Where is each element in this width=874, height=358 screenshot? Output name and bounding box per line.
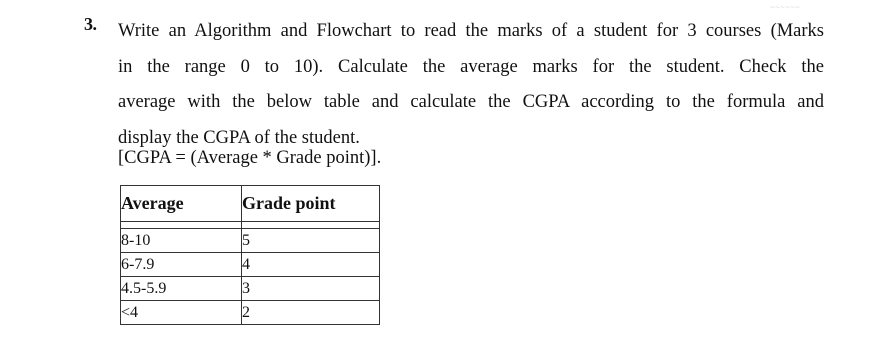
cgpa-formula: [CGPA = (Average * Grade point)]. bbox=[118, 148, 382, 168]
grade-table bbox=[120, 185, 380, 325]
average-cell: 4.5-5.9 bbox=[121, 277, 242, 301]
watermark-logo: ~~~~~~ bbox=[770, 4, 801, 11]
header-average: Average bbox=[121, 186, 242, 222]
grade-point-cell: 3 bbox=[242, 277, 380, 301]
question-line-1: Write an Algorithm and Flowchart to read the marks of a student for 3 courses (Marks bbox=[118, 21, 824, 41]
grade-point-cell: 4 bbox=[242, 253, 380, 277]
question-number: 3. bbox=[84, 14, 97, 34]
table-spacer-row bbox=[121, 222, 380, 229]
header-grade-point: Grade point bbox=[242, 186, 380, 222]
table-row bbox=[121, 301, 380, 325]
spacer-cell bbox=[121, 222, 242, 229]
average-cell: <4 bbox=[121, 301, 242, 325]
table-header-row bbox=[121, 186, 380, 222]
question-line-2: in the range 0 to 10). Calculate the average marks for the student. Check the bbox=[118, 56, 824, 77]
table-row bbox=[121, 229, 380, 253]
question-text bbox=[118, 14, 824, 156]
table-row bbox=[121, 277, 380, 301]
table-row bbox=[121, 253, 380, 277]
average-cell: 8-10 bbox=[121, 229, 242, 253]
spacer-cell bbox=[242, 222, 380, 229]
grade-point-cell: 5 bbox=[242, 229, 380, 253]
question-line-4: display the CGPA of the student. bbox=[118, 127, 360, 148]
question-line-3: average with the below table and calculate the CGPA according to the formula and bbox=[118, 92, 824, 112]
average-cell: 6-7.9 bbox=[121, 253, 242, 277]
grade-point-cell: 2 bbox=[242, 301, 380, 325]
